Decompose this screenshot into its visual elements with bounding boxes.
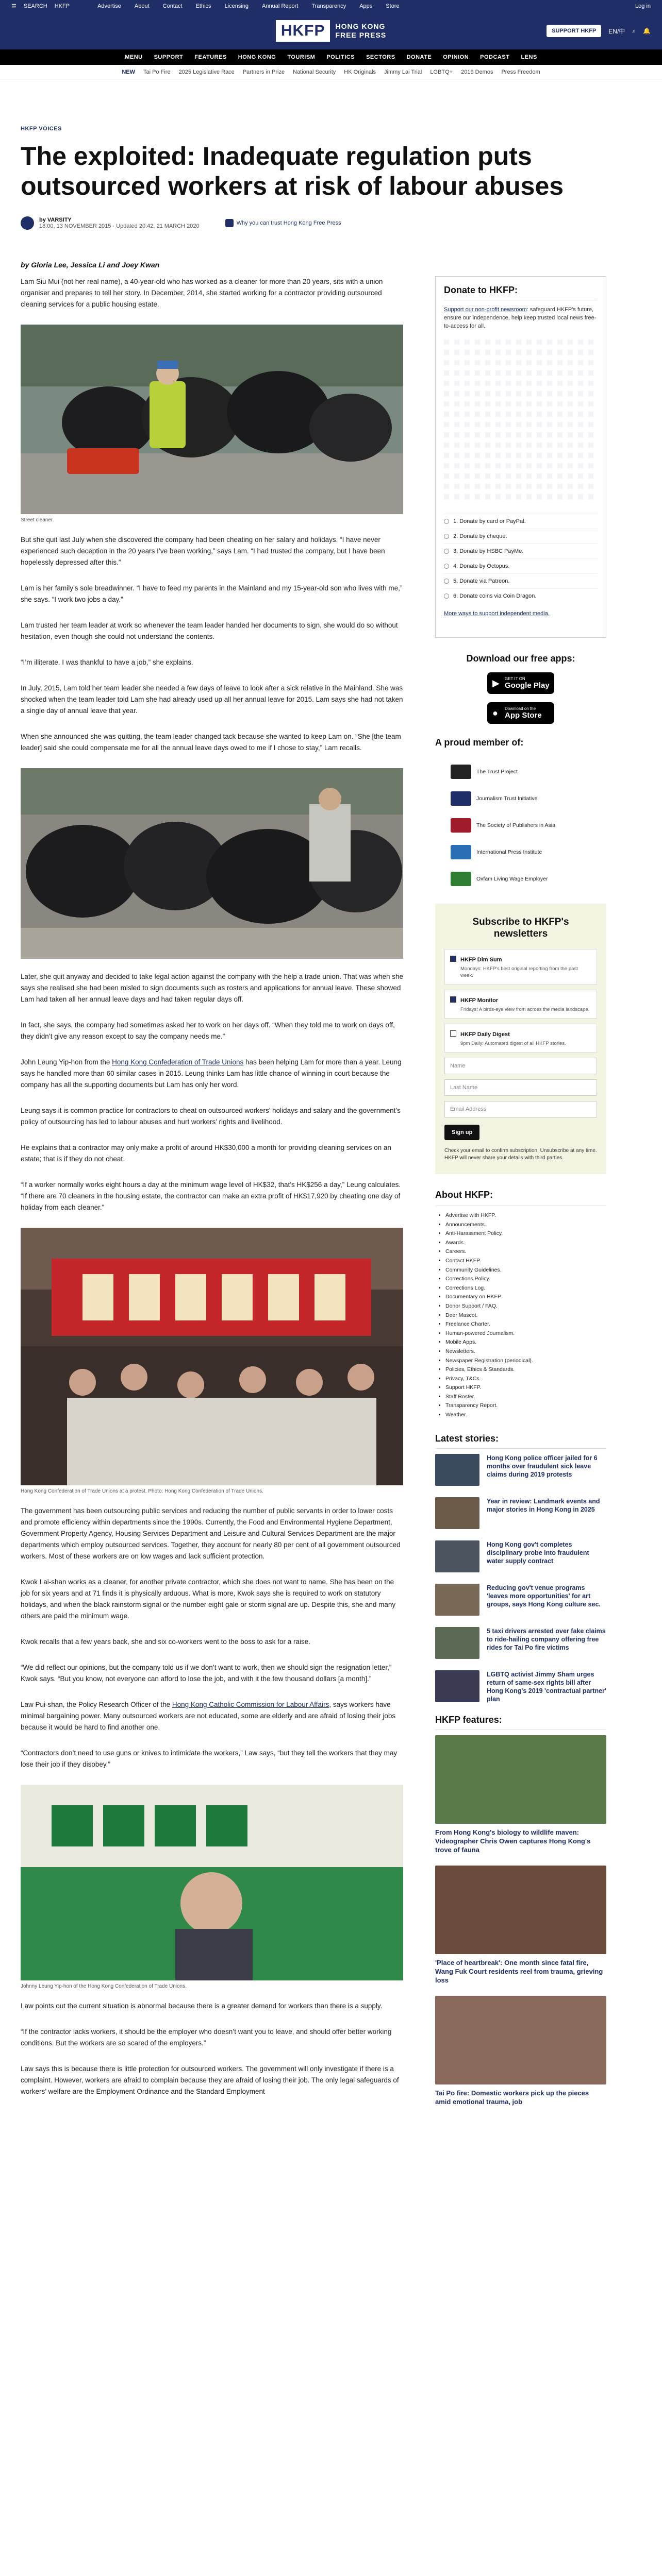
feature-headline[interactable]: Tai Po fire: Domestic workers pick up the pieces amid emotional trauma, job [435, 2089, 589, 2106]
photo-john-leung [21, 1785, 403, 1980]
trending-nav [0, 65, 662, 79]
author-avatar[interactable] [21, 216, 34, 230]
photo-caption: Street cleaner. [21, 517, 54, 523]
nav-item[interactable]: FEATURES [194, 54, 227, 60]
gp-big: Google Play [505, 681, 550, 690]
article-authors: by Gloria Lee, Jessica Li and Joey Kwan [21, 261, 160, 269]
newsletter-name: HKFP Dim Sum [460, 957, 502, 963]
donate-option[interactable] [444, 573, 598, 588]
donate-option[interactable] [444, 529, 598, 544]
content-layout [0, 276, 662, 2117]
top-link[interactable]: Licensing [224, 3, 249, 9]
nav-item[interactable]: SUPPORT [154, 54, 184, 60]
donate-graphic [444, 340, 599, 504]
last-name-input[interactable]: Last Name [444, 1079, 597, 1096]
article-title: The exploited: Inadequate regulation puts outsourced workers at risk of labour abuses [21, 142, 564, 200]
paragraph: He explains that a contractor may only make a profit of around HK$30,000 a month for providing cleaning services on an estate; that is if they do not cheat. [21, 1144, 391, 1163]
trending-link[interactable]: 2019 Demos [461, 69, 493, 75]
newsletter-option[interactable] [444, 949, 597, 985]
notification-bell-icon[interactable]: 🔔 [643, 27, 651, 35]
member-org[interactable] [435, 812, 606, 839]
text-run: , says workers have minimal bargaining power. Many outsourced workers are not educated, some are elderly and are afraid of losing their jobs because it would be hard to find another one. [21, 1701, 396, 1731]
paragraph: Lam is her family’s sole breadwinner. “I have to feed my parents in the Mainland and my 15-year-old son who lives with me,” she says. “I work two jobs a day.” [21, 584, 403, 603]
story-headline[interactable]: 5 taxi drivers arrested over fake claims to ride-hailing company offering free rides for Tai Po fire victims [487, 1627, 606, 1651]
about-link[interactable]: • Contact HKFP. [445, 1257, 606, 1266]
paragraph: “I’m illiterate. I was thankful to have a job,” she explains. [21, 658, 193, 666]
member-list [435, 758, 606, 892]
newsletter-box [435, 904, 606, 1174]
checkbox-icon[interactable] [450, 996, 456, 1003]
search-icon[interactable]: ⌕ [632, 27, 636, 35]
nav-item[interactable]: POLITICS [326, 54, 355, 60]
donate-title: Donate to HKFP: [444, 285, 598, 300]
radio-icon [444, 594, 449, 599]
login-link[interactable]: Log in [635, 3, 651, 9]
paragraph: Kwok recalls that a few years back, she and six co-workers went to the boss to ask for a raise. [21, 1638, 310, 1646]
story-thumbnail[interactable] [435, 1540, 479, 1572]
about-link[interactable]: • Donor Support / FAQ. [445, 1302, 606, 1311]
trending-link[interactable]: Tai Po Fire [143, 69, 171, 75]
nav-item[interactable]: PODCAST [480, 54, 510, 60]
header-actions [547, 25, 651, 37]
member-name: The Trust Project [476, 769, 518, 775]
logo-mark: HKFP [276, 20, 330, 42]
about-link[interactable]: • Careers. [445, 1247, 606, 1257]
trending-link[interactable]: Press Freedom [501, 69, 540, 75]
feature-image[interactable] [435, 1735, 606, 1824]
photo-street-cleaner [21, 325, 403, 514]
trust-icon [225, 219, 234, 227]
article-body [21, 276, 403, 2117]
trending-link[interactable]: Jimmy Lai Trial [384, 69, 422, 75]
app-store-button[interactable] [487, 702, 554, 724]
street-cleaner-image [21, 325, 403, 514]
more-ways-link[interactable]: More ways to support independent media. [444, 611, 550, 617]
about-list [435, 1211, 606, 1420]
donate-intro [444, 306, 598, 330]
story-thumbnail[interactable] [435, 1670, 479, 1702]
search-link[interactable]: SEARCH [23, 3, 47, 9]
story-item[interactable] [435, 1670, 606, 1703]
story-item[interactable] [435, 1584, 606, 1616]
support-hkfp-button[interactable]: SUPPORT HKFP [547, 25, 601, 37]
play-store-icon: ▶ [492, 678, 500, 688]
top-link[interactable]: Contact [162, 3, 183, 9]
nav-item[interactable]: SECTORS [366, 54, 395, 60]
paragraph [21, 1699, 403, 1733]
trending-link[interactable]: Partners in Prize [242, 69, 285, 75]
donate-option-label: 1. Donate by card or PayPal. [453, 518, 526, 524]
as-small: Download on the [505, 706, 536, 711]
feature-headline[interactable]: From Hong Kong's biology to wildlife maven: Videographer Chris Owen captures Hong Kong's trove of fauna [435, 1828, 591, 1854]
member-name: Journalism Trust Initiative [476, 795, 538, 802]
checkbox-icon[interactable] [450, 956, 456, 962]
trust-link-label: Why you can trust Hong Kong Free Press [236, 220, 341, 226]
byline-dates: 18:00, 13 NOVEMBER 2015 · Updated 20:42, 21 MARCH 2020 [39, 223, 200, 229]
newsletter-desc: Fridays: A birds-eye view from across the media landscape. [460, 1007, 590, 1012]
newsletter-option[interactable] [444, 1024, 597, 1053]
main-nav [0, 49, 662, 65]
newsletter-desc: Mondays: HKFP's best original reporting from the past week. [460, 966, 578, 978]
trending-link[interactable]: 2025 Legislative Race [178, 69, 235, 75]
byline-text [39, 217, 200, 229]
hkccla-link[interactable]: Hong Kong Catholic Commission for Labour Affairs [172, 1701, 329, 1708]
trust-link[interactable] [225, 219, 341, 227]
logo-line1: HONG KONG [335, 22, 386, 30]
top-left [11, 3, 77, 10]
photo-rubbish-bags [21, 768, 403, 959]
about-link[interactable]: • Privacy, T&Cs. [445, 1375, 606, 1384]
about-link[interactable]: • Transparency Report. [445, 1401, 606, 1411]
hkfp-features [435, 1715, 606, 2106]
donate-option-label: 2. Donate by cheque. [453, 533, 507, 539]
rubbish-bags-image [21, 768, 403, 959]
language-toggle[interactable]: EN/中 [608, 27, 625, 35]
about-link[interactable]: • Awards. [445, 1239, 606, 1248]
about-link[interactable]: • Documentary on HKFP. [445, 1293, 606, 1302]
donate-option-label: 4. Donate by Octopus. [453, 563, 510, 569]
john-leung-image [21, 1785, 403, 1980]
paragraph: Later, she quit anyway and decided to take legal action against the company with the help a trade union. That was when she says she realised she had been misled to sign documents such as rosters and applications for annual leave. These showed Lam had taken all her annual leave days and had taken regular days off. [21, 973, 403, 1003]
story-thumbnail[interactable] [435, 1497, 479, 1529]
donate-option-label: 3. Donate by HSBC PayMe. [453, 548, 524, 554]
site-logo[interactable] [276, 20, 386, 42]
member-logo-icon [451, 818, 471, 833]
text-run: Law Pui-shan, the Policy Research Officer of the [21, 1701, 172, 1708]
top-link[interactable]: About [134, 3, 150, 9]
newsletter-option[interactable] [444, 990, 597, 1019]
feature-item[interactable] [435, 1866, 606, 1985]
trending-link[interactable]: HK Originals [344, 69, 376, 75]
top-utility-bar [0, 0, 662, 12]
member-org[interactable] [435, 758, 606, 785]
feature-item[interactable] [435, 1735, 606, 1854]
about-link[interactable]: • Support HKFP. [445, 1383, 606, 1393]
email-input[interactable]: Email Address [444, 1101, 597, 1117]
member-title: A proud member of: [435, 737, 524, 748]
paragraph: Law points out the current situation is abnormal because there is a greater demand for workers than there is a supply. [21, 2002, 383, 2010]
top-link[interactable]: Annual Report [262, 3, 299, 9]
about-link[interactable]: • Deer Mascot. [445, 1311, 606, 1320]
feature-image[interactable] [435, 1996, 606, 2084]
paragraph: “We did reflect our opinions, but the company told us if we don’t want to work, then we should sign the resignation letter,” Kwok says. “But you know, not everyone can afford to lose the job, and with it the few thousand dollars [a month].” [21, 1664, 392, 1683]
story-item[interactable] [435, 1540, 606, 1572]
story-item[interactable] [435, 1627, 606, 1659]
hkctu-link[interactable]: Hong Kong Confederation of Trade Unions [112, 1058, 244, 1066]
apps-title: Download our free apps: [466, 653, 575, 664]
nav-item[interactable]: HONG KONG [238, 54, 276, 60]
newsletter-desc: 9pm Daily: Automated digest of all HKFP stories. [460, 1041, 566, 1046]
donate-option[interactable] [444, 544, 598, 558]
latest-list [435, 1454, 606, 1703]
member-logo-icon [451, 872, 471, 886]
story-headline[interactable]: Year in review: Landmark events and major stories in Hong Kong in 2025 [487, 1497, 600, 1513]
about-link[interactable]: • Community Guidelines. [445, 1266, 606, 1275]
newsletter-note: Check your email to confirm subscription. Unsubscribe at any time. HKFP will never share your details with third parties. [444, 1148, 597, 1161]
donate-option[interactable] [444, 514, 598, 529]
paragraph: Lam Siu Mui (not her real name), a 40-year-old who has worked as a cleaner for more than 20 years, sits with a union organiser and prepares to tell her story. In December, 2014, she started working for a contractor providing outsourced cleaning services for a public housing estate. [21, 278, 383, 308]
member-name: The Society of Publishers in Asia [476, 822, 555, 828]
newsletter-options [444, 949, 597, 1053]
member-logo-icon [451, 765, 471, 779]
about-link[interactable]: • Anti-Harassment Policy. [445, 1229, 606, 1239]
radio-icon [444, 579, 449, 584]
story-headline[interactable]: Reducing gov't venue programs 'leaves more opportunities' for art groups, says Hong Kong culture sec. [487, 1584, 601, 1608]
paragraph: “If the contractor lacks workers, it should be the employer who doesn’t want you to leave, and should offer better working conditions. But the workers are so scared of the employers.” [21, 2028, 392, 2047]
as-big: App Store [505, 711, 542, 720]
paragraph: Kwok Lai-shan works as a cleaner, for another private contractor, which she does not want to name. She has been on the job for six years and at 71 finds it is physically arduous. What is more, Kwok says she is required to work on statutory holidays, and when the black rainstorm signal or the number eight gale or storm signal are up. Despite this, she and many others are paid the minimum wage. [21, 1578, 396, 1620]
top-link[interactable]: Store [386, 3, 400, 9]
radio-icon [444, 549, 449, 554]
nav-item[interactable]: TOURISM [287, 54, 316, 60]
text-run: has been helping Lam for more than a year. Leung says he handled more than 60 similar cases in 2015. Leung thinks Lam has little chance of winning in court because the company has all the supporting documents but Lam has only her word. [21, 1058, 402, 1089]
newsletter-text [460, 1029, 566, 1047]
latest-title: Latest stories: [435, 1433, 606, 1449]
member-name: International Press Institute [476, 849, 542, 855]
about-link[interactable]: • Weather. [445, 1411, 606, 1420]
story-item[interactable] [435, 1454, 606, 1486]
story-thumbnail[interactable] [435, 1584, 479, 1616]
paragraph: In fact, she says, the company had sometimes asked her to work on her days off. “When they told me to work on days off, they didn’t give any reason except to say the company needs me.” [21, 1021, 395, 1040]
top-links [97, 3, 413, 9]
nav-item[interactable]: OPINION [443, 54, 469, 60]
newsletter-title: Subscribe to HKFP's newsletters [472, 917, 569, 939]
text-run: John Leung Yip-hon from the [21, 1058, 112, 1066]
about-title: About HKFP: [435, 1190, 606, 1206]
story-headline[interactable]: LGBTQ activist Jimmy Sham urges return of same-sex rights bill after Hong Kong's 2019 'contractual partner' plan [487, 1670, 606, 1703]
article-kicker[interactable]: HKFP VOICES [21, 126, 62, 132]
radio-icon [444, 519, 449, 524]
protest-image [21, 1228, 403, 1485]
feature-headline[interactable]: 'Place of heartbreak': One month since fatal fire, Wang Fuk Court residents reel from trauma, grieving loss [435, 1958, 603, 1984]
about-link[interactable]: • Human-powered Journalism. [445, 1329, 606, 1338]
logo-line2: FREE PRESS [335, 31, 387, 39]
radio-icon [444, 534, 449, 539]
nav-item[interactable]: DONATE [406, 54, 432, 60]
photo-caption: Hong Kong Confederation of Trade Unions at a protest. Photo: Hong Kong Confederation of Trade Unions. [21, 1488, 263, 1494]
latest-stories [435, 1433, 606, 1703]
member-org[interactable] [435, 839, 606, 866]
name-input[interactable]: Name [444, 1058, 597, 1074]
paragraph: “Contractors don’t need to use guns or knives to intimidate the workers,” Law says, “but they tell the workers that they may lose their job if they disobey.” [21, 1749, 398, 1768]
paragraph [21, 1057, 403, 1091]
paragraph: The government has been outsourcing public services and reducing the number of public servants in order to lower costs and promote efficiency within departments since the 1990s. Currently, the Food and Environmental Hygiene Department, Government Property Agency, Housing Services Department and Leisure and Cultural Services Department are the major departments which employ outsourced services. Together, they account for nearly 80 per cent of all government outsourced workers. Most of these workers are on low wages and lack sufficient protection. [21, 1507, 401, 1560]
signup-button[interactable]: Sign up [444, 1125, 479, 1140]
story-headline[interactable]: Hong Kong gov't completes disciplinary probe into fraudulent water supply contract [487, 1540, 589, 1565]
about-link[interactable]: • Announcements. [445, 1221, 606, 1230]
newsletter-text [460, 995, 589, 1013]
non-profit-link[interactable]: Support our non-profit newsroom [444, 307, 527, 313]
feature-item[interactable] [435, 1996, 606, 2106]
trending-link[interactable]: LGBTQ+ [430, 69, 453, 75]
nav-item[interactable]: LENS [521, 54, 537, 60]
member-org[interactable] [435, 785, 606, 812]
member-logo-icon [451, 845, 471, 859]
hkfp-link[interactable]: HKFP [54, 3, 70, 9]
donate-options [444, 514, 598, 603]
about-link[interactable]: • Mobile Apps. [445, 1338, 606, 1347]
paragraph: “If a worker normally works eight hours a day at the minimum wage level of HK$32, that’s HK$256 a day,” Leung calculates. “If there are 70 cleaners in the housing estate, the contractor can make an extra profit of HK$17,920 by cheating one day of holiday from each cleaner.” [21, 1181, 401, 1211]
paragraph: Leung says it is common practice for contractors to cheat on outsourced workers’ holidays and salary and the government’s policy of outsourcing has led to labour abuses and hurt workers’ rights and livelihood. [21, 1107, 401, 1126]
about-link[interactable]: • Policies, Ethics & Standards. [445, 1365, 606, 1375]
donate-intro-text: : safeguard HKFP's future, ensure our independence, help keep trusted local news free-to-access for all. [444, 307, 597, 329]
about-link[interactable]: • Corrections Policy. [445, 1275, 606, 1284]
member-org[interactable] [435, 866, 606, 892]
paragraph: Law says this is because there is little protection for outsourced workers. The government will only investigate if there is a complaint. However, workers are afraid to complain because they are afraid of losing their job. The only legal safeguards of workers’ welfare are the Employment Ordinance and the Standard Employment [21, 2065, 399, 2095]
byline-author[interactable]: by VARSITY [39, 217, 72, 223]
top-link[interactable]: Ethics [195, 3, 211, 9]
about-link[interactable]: • Freelance Charter. [445, 1320, 606, 1329]
photo-caption: Johnny Leung Yip-hon of the Hong Kong Confederation of Trade Unions. [21, 1984, 187, 1989]
top-link[interactable]: Advertise [97, 3, 121, 9]
newsletter-text [460, 955, 591, 979]
radio-icon [444, 564, 449, 569]
about-link[interactable]: • Corrections Log. [445, 1284, 606, 1293]
trending-link[interactable]: National Security [293, 69, 336, 75]
newsletter-name: HKFP Daily Digest [460, 1031, 510, 1038]
top-link[interactable]: Transparency [311, 3, 346, 9]
trending-new-label: NEW [122, 69, 135, 75]
checkbox-icon[interactable] [450, 1030, 456, 1037]
byline [21, 216, 619, 230]
site-header [0, 12, 662, 49]
gp-small: GET IT ON [505, 676, 525, 681]
sidebar [435, 276, 606, 2117]
feature-image[interactable] [435, 1866, 606, 1954]
apple-icon: ● [492, 708, 498, 718]
article-header [0, 79, 619, 230]
member-logo-icon [451, 791, 471, 806]
member-name: Oxfam Living Wage Employer [476, 876, 548, 882]
donate-option[interactable] [444, 588, 598, 603]
logo-wordmark [335, 22, 386, 40]
donate-box [435, 276, 606, 638]
about-link[interactable]: • Newsletters. [445, 1347, 606, 1357]
story-headline[interactable]: Hong Kong police officer jailed for 6 months over fraudulent sick leave claims during 2019 protests [487, 1454, 598, 1478]
story-thumbnail[interactable] [435, 1627, 479, 1659]
donate-option[interactable] [444, 558, 598, 573]
features-list [435, 1735, 606, 2106]
menu-icon[interactable]: ☰ [11, 3, 16, 10]
photo-protest [21, 1228, 403, 1485]
donate-option-label: 6. Donate coins via Coin Dragon. [453, 593, 537, 599]
paragraph: But she quit last July when she discovered the company had been cheating on her salary and holidays. “I have never experienced such deception in the 20 years I’ve been working,” says Lam. “I had trusted the company, but I have been hopelessly depressed after this.” [21, 536, 385, 566]
about-link[interactable]: • Staff Roster. [445, 1393, 606, 1402]
paragraph: In July, 2015, Lam told her team leader she needed a few days of leave to look after a sick relative in the Mainland. She was shocked when the team leader told Lam she had already used up all her annual leave for 2015. Lam says she had not taken a single day of annual leave that year. [21, 684, 403, 715]
donate-option-label: 5. Donate via Patreon. [453, 578, 510, 584]
paragraph: When she announced she was quitting, the team leader changed tack because she wanted to keep Lam on. “She [the team leader] said she could compensate me for all the annual leave days owed to me if I chose to stay,” Lam recalls. [21, 733, 401, 752]
story-item[interactable] [435, 1497, 606, 1529]
about-link[interactable]: • Advertise with HKFP. [445, 1211, 606, 1221]
about-link[interactable]: • Newspaper Registration (periodical). [445, 1357, 606, 1366]
features-title: HKFP features: [435, 1715, 606, 1730]
google-play-button[interactable] [487, 672, 554, 694]
top-link[interactable]: Apps [359, 3, 373, 9]
paragraph: Lam trusted her team leader at work so whenever the team leader handed her documents to sign, she would do so without hesitation, even though she could not understand the contents. [21, 621, 398, 640]
nav-item[interactable]: MENU [125, 54, 143, 60]
newsletter-name: HKFP Monitor [460, 997, 499, 1004]
story-thumbnail[interactable] [435, 1454, 479, 1486]
